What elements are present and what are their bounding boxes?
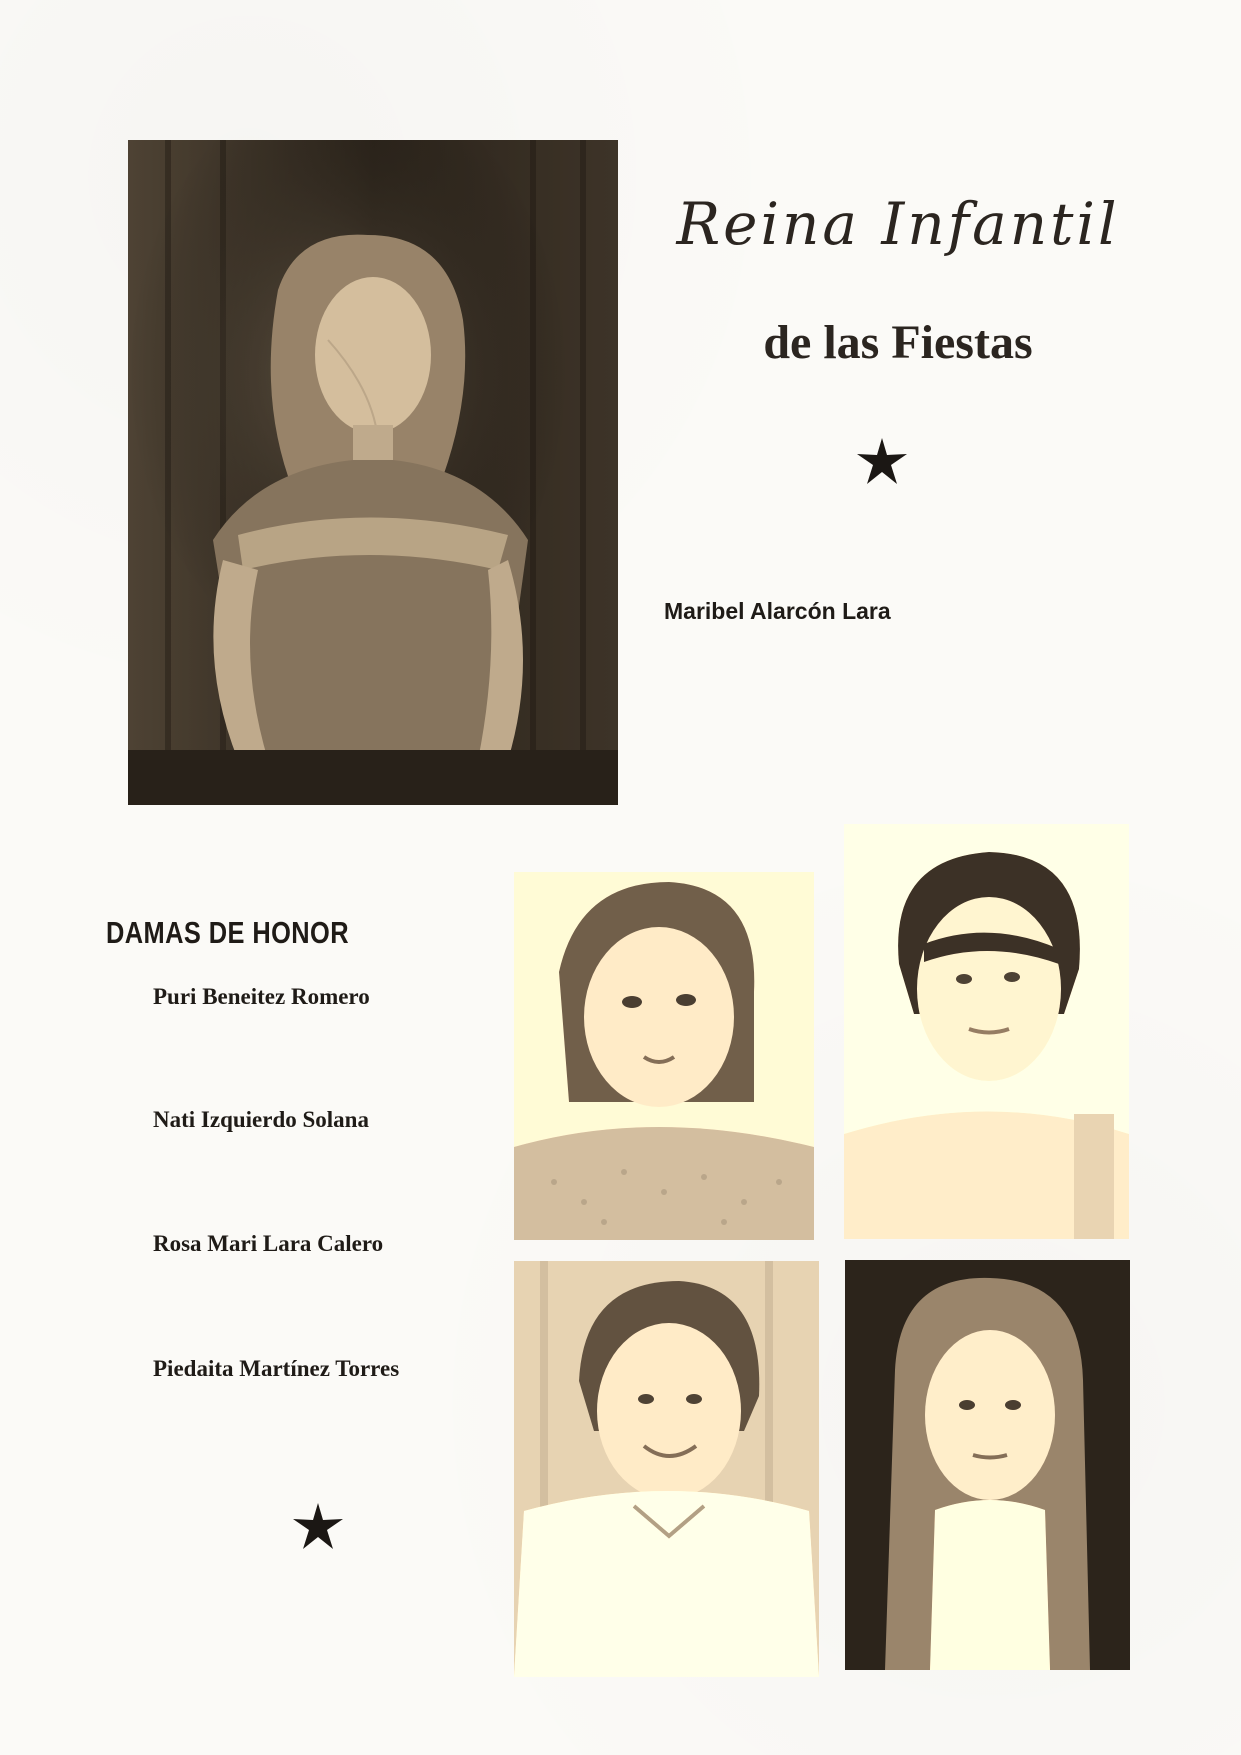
dama-photo-1 bbox=[514, 872, 814, 1240]
dama-name-1: Puri Beneitez Romero bbox=[153, 984, 370, 1009]
title-main-line: de las Fiestas bbox=[763, 316, 1033, 369]
dama-name-4: Piedaita Martínez Torres bbox=[153, 1356, 400, 1381]
dama-photo-4 bbox=[845, 1260, 1130, 1670]
dama-photo-3 bbox=[514, 1261, 819, 1677]
queen-name: Maribel Alarcón Lara bbox=[664, 598, 891, 624]
damas-heading: DAMAS DE HONOR bbox=[106, 915, 350, 950]
dama-photo-2 bbox=[844, 824, 1129, 1239]
dama-name-2: Nati Izquierdo Solana bbox=[153, 1107, 369, 1132]
dama-name-3: Rosa Mari Lara Calero bbox=[153, 1231, 384, 1256]
star-icon bbox=[852, 430, 912, 490]
star-icon bbox=[288, 1495, 348, 1555]
queen-portrait-photo bbox=[128, 140, 618, 805]
title-script-line: Reina Infantil bbox=[676, 190, 1120, 258]
